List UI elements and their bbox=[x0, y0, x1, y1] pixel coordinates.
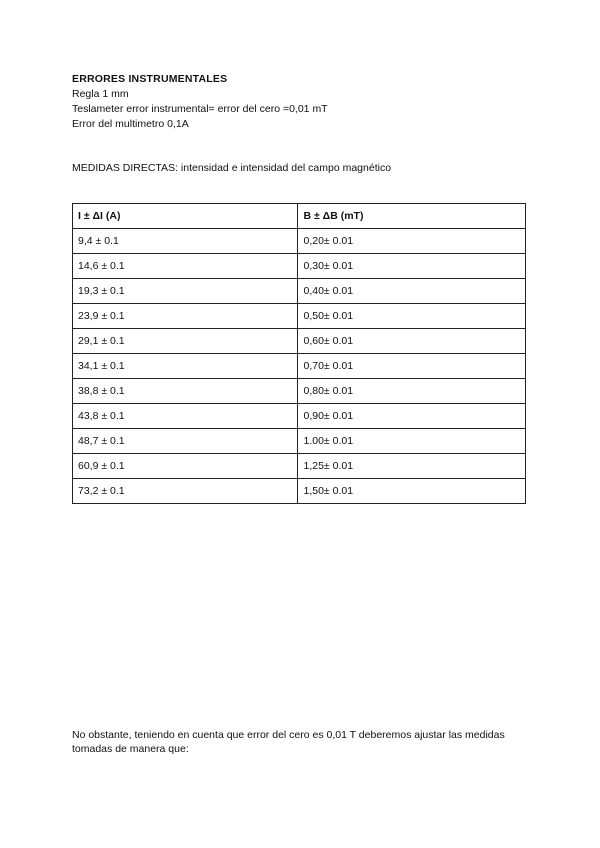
table-row bbox=[73, 304, 526, 329]
current-cell: 23,9 ± 0.1 bbox=[73, 304, 298, 329]
field-cell: 0,50± 0.01 bbox=[298, 304, 526, 329]
errors-heading: ERRORES INSTRUMENTALES bbox=[72, 73, 228, 85]
table-row bbox=[73, 354, 526, 379]
multimeter-error-line: Error del multimetro 0,1A bbox=[72, 118, 189, 130]
measurements-table bbox=[72, 203, 526, 504]
teslameter-error-line: Teslameter error instrumental= error del cero =0,01 mT bbox=[72, 103, 328, 115]
current-cell: 38,8 ± 0.1 bbox=[73, 379, 298, 404]
current-column-header: I ± ΔI (A) bbox=[73, 204, 298, 229]
field-cell: 0,70± 0.01 bbox=[298, 354, 526, 379]
table-row bbox=[73, 479, 526, 504]
current-cell: 73,2 ± 0.1 bbox=[73, 479, 298, 504]
current-cell: 29,1 ± 0.1 bbox=[73, 329, 298, 354]
table-row bbox=[73, 404, 526, 429]
current-cell: 9,4 ± 0.1 bbox=[73, 229, 298, 254]
table-row bbox=[73, 329, 526, 354]
table-header-row bbox=[73, 204, 526, 229]
table-row bbox=[73, 379, 526, 404]
zero-error-note: No obstante, teniendo en cuenta que error del cero es 0,01 T deberemos ajustar las medidas tomadas de manera que: bbox=[72, 729, 505, 755]
ruler-error-line: Regla 1 mm bbox=[72, 88, 129, 100]
field-column-header: B ± ΔB (mT) bbox=[298, 204, 526, 229]
table-row bbox=[73, 279, 526, 304]
field-cell: 1,25± 0.01 bbox=[298, 454, 526, 479]
table-row bbox=[73, 454, 526, 479]
current-cell: 43,8 ± 0.1 bbox=[73, 404, 298, 429]
current-cell: 48,7 ± 0.1 bbox=[73, 429, 298, 454]
current-cell: 60,9 ± 0.1 bbox=[73, 454, 298, 479]
field-cell: 0,60± 0.01 bbox=[298, 329, 526, 354]
field-cell: 0,90± 0.01 bbox=[298, 404, 526, 429]
field-cell: 0,80± 0.01 bbox=[298, 379, 526, 404]
field-cell: 0,30± 0.01 bbox=[298, 254, 526, 279]
field-cell: 1,50± 0.01 bbox=[298, 479, 526, 504]
table-row bbox=[73, 229, 526, 254]
table-row bbox=[73, 429, 526, 454]
table-row bbox=[73, 254, 526, 279]
current-cell: 14,6 ± 0.1 bbox=[73, 254, 298, 279]
field-cell: 0,20± 0.01 bbox=[298, 229, 526, 254]
direct-measurements-heading: MEDIDAS DIRECTAS: intensidad e intensidad del campo magnético bbox=[72, 162, 392, 174]
field-cell: 0,40± 0.01 bbox=[298, 279, 526, 304]
current-cell: 19,3 ± 0.1 bbox=[73, 279, 298, 304]
field-cell: 1.00± 0.01 bbox=[298, 429, 526, 454]
current-cell: 34,1 ± 0.1 bbox=[73, 354, 298, 379]
